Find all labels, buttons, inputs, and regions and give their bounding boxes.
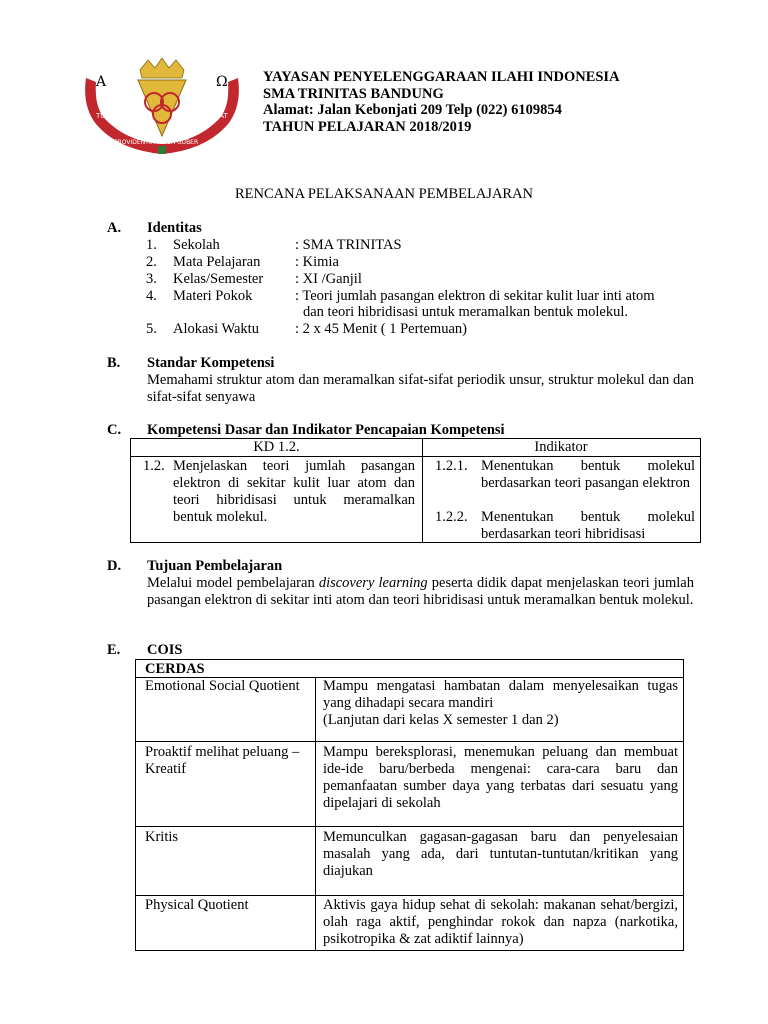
kd-number: 1.2. — [143, 458, 165, 474]
identity-label: Materi Pokok — [173, 288, 253, 304]
svg-text:A: A — [96, 74, 107, 90]
section-d-title: Tujuan Pembelajaran — [147, 558, 283, 574]
method-name: discovery learning — [318, 575, 428, 591]
cois-row-label: Proaktif melihat peluang – Kreatif — [145, 744, 300, 777]
identity-num: 3. — [146, 271, 157, 287]
document-title: RENCANA PELAKSANAAN PEMBELAJARAN — [234, 186, 534, 202]
identity-value: : SMA TRINITAS — [295, 237, 402, 253]
cois-row-text: Mampu mengatasi hambatan dalam menyelesaikan tugas yang dihadapi secara mandiri — [323, 678, 678, 711]
svg-text:+: + — [98, 92, 104, 102]
indicator-number: 1.2.1. — [435, 458, 468, 474]
learning-objective-text: Melalui model pembelajaran discovery learning peserta didik dapat menjelaskan teori jumlah pasangan elektron di sekitar inti atom dan teori hibridisasi untuk meramalkan bentuk molekul. — [147, 575, 694, 608]
section-e-title: COIS — [147, 642, 183, 658]
foundation-name: YAYASAN PENYELENGGARAAN ILAHI INDONESIA — [263, 69, 620, 85]
identity-num: 1. — [146, 237, 157, 253]
indicator-header: Indikator — [422, 439, 700, 457]
cois-row-label: Emotional Social Quotient — [145, 678, 300, 694]
section-b-letter: B. — [107, 355, 121, 371]
competency-standard-text: Memahami struktur atom dan meramalkan sifat-sifat periodik unsur, struktur molekul dan dan sifat-sifat senyawa — [147, 372, 694, 405]
indicator-text: Menentukan bentuk molekul berdasarkan teori hibridisasi — [481, 509, 695, 542]
school-name: SMA TRINITAS BANDUNG — [263, 85, 444, 102]
indicator-number: 1.2.2. — [435, 509, 468, 525]
identity-label: Mata Pelajaran — [173, 254, 261, 270]
section-c-title: Kompetensi Dasar dan Indikator Pencapaian Kompetensi — [147, 422, 505, 438]
svg-text:+: + — [218, 92, 224, 102]
svg-text:PROVIDENTIA PATER GUBER: PROVIDENTIA PATER GUBER — [114, 139, 199, 146]
cois-row-label: Physical Quotient — [145, 897, 249, 913]
identity-value: : 2 x 45 Menit ( 1 Pertemuan) — [295, 321, 467, 337]
school-logo — [78, 58, 246, 166]
svg-text:TUA: TUA — [96, 112, 111, 120]
section-a-letter: A. — [107, 220, 122, 236]
section-b-title: Standar Kompetensi — [147, 355, 275, 371]
identity-value: : Teori jumlah pasangan elektron di sekitar kulit luar inti atom — [295, 288, 655, 304]
identity-num: 5. — [146, 321, 157, 337]
cois-row-text: Memunculkan gagasan-gagasan baru dan penyelesaian masalah yang ada, dari tuntutan-tuntutan/kritikan yang diajukan — [323, 829, 678, 879]
cois-table — [135, 659, 684, 951]
cois-table-header: CERDAS — [145, 661, 205, 677]
cois-row-note: (Lanjutan dari kelas X semester 1 dan 2) — [323, 712, 559, 728]
section-c-letter: C. — [107, 422, 122, 438]
identity-value: : XI /Ganjil — [295, 271, 362, 287]
section-e-letter: E. — [107, 642, 121, 658]
identity-label: Alokasi Waktu — [173, 321, 259, 337]
cois-row-text: Mampu bereksplorasi, menemukan peluang dan membuat ide-ide baru/berbeda mengenai: cara-cara baru dan pemanfaatan sumber daya yang terbatas dari sesuatu yang dipelajari di sekolah — [323, 744, 678, 811]
identity-num: 4. — [146, 288, 157, 304]
academic-year: TAHUN PELAJARAN 2018/2019 — [263, 118, 472, 135]
svg-text:NAT: NAT — [214, 112, 228, 120]
indicator-text: Menentukan bentuk molekul berdasarkan teori pasangan elektron — [481, 458, 695, 491]
identity-label: Kelas/Semester — [173, 271, 264, 287]
competency-table — [130, 438, 701, 543]
identity-value: : Kimia — [295, 254, 339, 270]
school-address: Alamat: Jalan Kebonjati 209 Telp (022) 6109854 — [263, 102, 562, 118]
section-a-title: Identitas — [147, 220, 202, 236]
svg-text:Ω: Ω — [216, 74, 228, 90]
kd-text: Menjelaskan teori jumlah pasangan elektron di sekitar kulit luar atom dan teori hibridisasi untuk meramalkan bentuk molekul. — [173, 458, 415, 525]
section-d-letter: D. — [107, 558, 122, 574]
identity-num: 2. — [146, 254, 157, 270]
identity-label: Sekolah — [173, 237, 220, 253]
cois-row-text: Aktivis gaya hidup sehat di sekolah: makanan sehat/bergizi, olah raga aktif, penghindar rokok dan napza (narkotika, psikotropika & zat adiktif lainnya) — [323, 897, 678, 947]
identity-value-continued: dan teori hibridisasi untuk meramalkan bentuk molekul. — [303, 304, 628, 320]
kd-header: KD 1.2. — [131, 439, 422, 457]
school-header — [263, 69, 620, 135]
cois-row-label: Kritis — [145, 829, 179, 845]
